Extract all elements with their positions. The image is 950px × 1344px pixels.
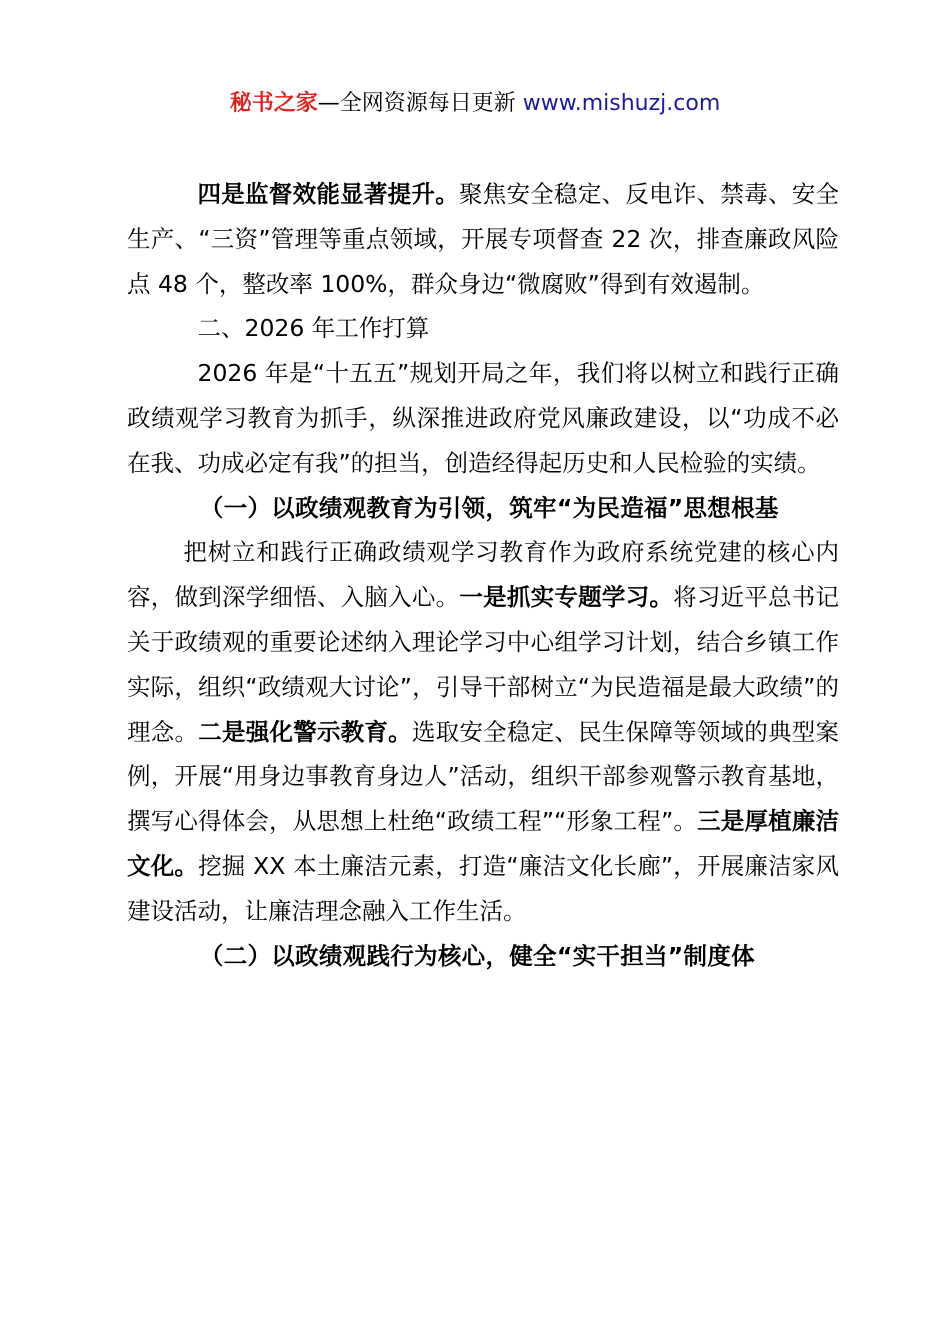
paragraph-text: 挖掘 XX 本土廉洁元素，打造“廉洁文化长廊”，开展廉洁家风建设活动，让廉洁理念融入工作生活。	[127, 851, 839, 925]
paragraph-education	[127, 530, 839, 933]
paragraph-text: 聚焦安全稳定、反电诈、禁毒、安全生产、“三资”管理等重点领域，开展专项督查 22 次，排查廉政风险点 48 个，整改率 100%，群众身边“微腐败”得到有效遏制。	[127, 180, 840, 298]
subsection-heading-1: （一）以政绩观教育为引领，筑牢“为民造福”思想根基	[199, 493, 779, 522]
paragraph-bold-point-1: 一是抓实专题学习。	[459, 583, 674, 612]
paragraph-bold-point-3: 三是厚植廉洁文化。	[127, 807, 840, 880]
site-header	[0, 88, 950, 120]
subsection-heading-2: （二）以政绩观践行为核心，健全“实干担当”制度体	[199, 941, 755, 970]
site-brand: 秘书之家	[229, 91, 318, 116]
paragraph-lead-bold: 四是监督效能显著提升。	[197, 180, 459, 208]
paragraph-bold-point-2: 二是强化警示教育。	[198, 717, 412, 746]
section-heading: 二、2026 年工作打算	[197, 314, 430, 343]
document-body	[127, 172, 839, 978]
paragraph-text: 将习近平总书记关于政绩观的重要论述纳入理论学习中心组学习计划，结合乡镇工作实际，组织“政绩观大讨论”，引导干部树立“为民造福是最大政绩”的理念。	[127, 583, 840, 746]
paragraph-supervision	[127, 172, 839, 306]
paragraph-plan-intro: 2026 年是“十五五”规划开局之年，我们将以树立和践行正确政绩观学习教育为抓手，纵深推进政府党风廉政建设，以“功成不必在我、功成必定有我”的担当，创造经得起历史和人民检验的实绩。	[127, 359, 839, 477]
paragraph-text: 选取安全稳定、民生保障等领域的典型案例，开展“用身边事教育身边人”活动，组织干部参观警示教育基地，撰写心得体会，从思想上杜绝“政绩工程”“形象工程”。	[127, 717, 840, 836]
paragraph-text: 把树立和践行正确政绩观学习教育作为政府系统党建的核心内容，做到深学细悟、入脑入心。	[127, 538, 839, 612]
site-url-link[interactable]: www.mishuzj.com	[522, 91, 721, 116]
site-slogan: —全网资源每日更新	[317, 91, 523, 116]
